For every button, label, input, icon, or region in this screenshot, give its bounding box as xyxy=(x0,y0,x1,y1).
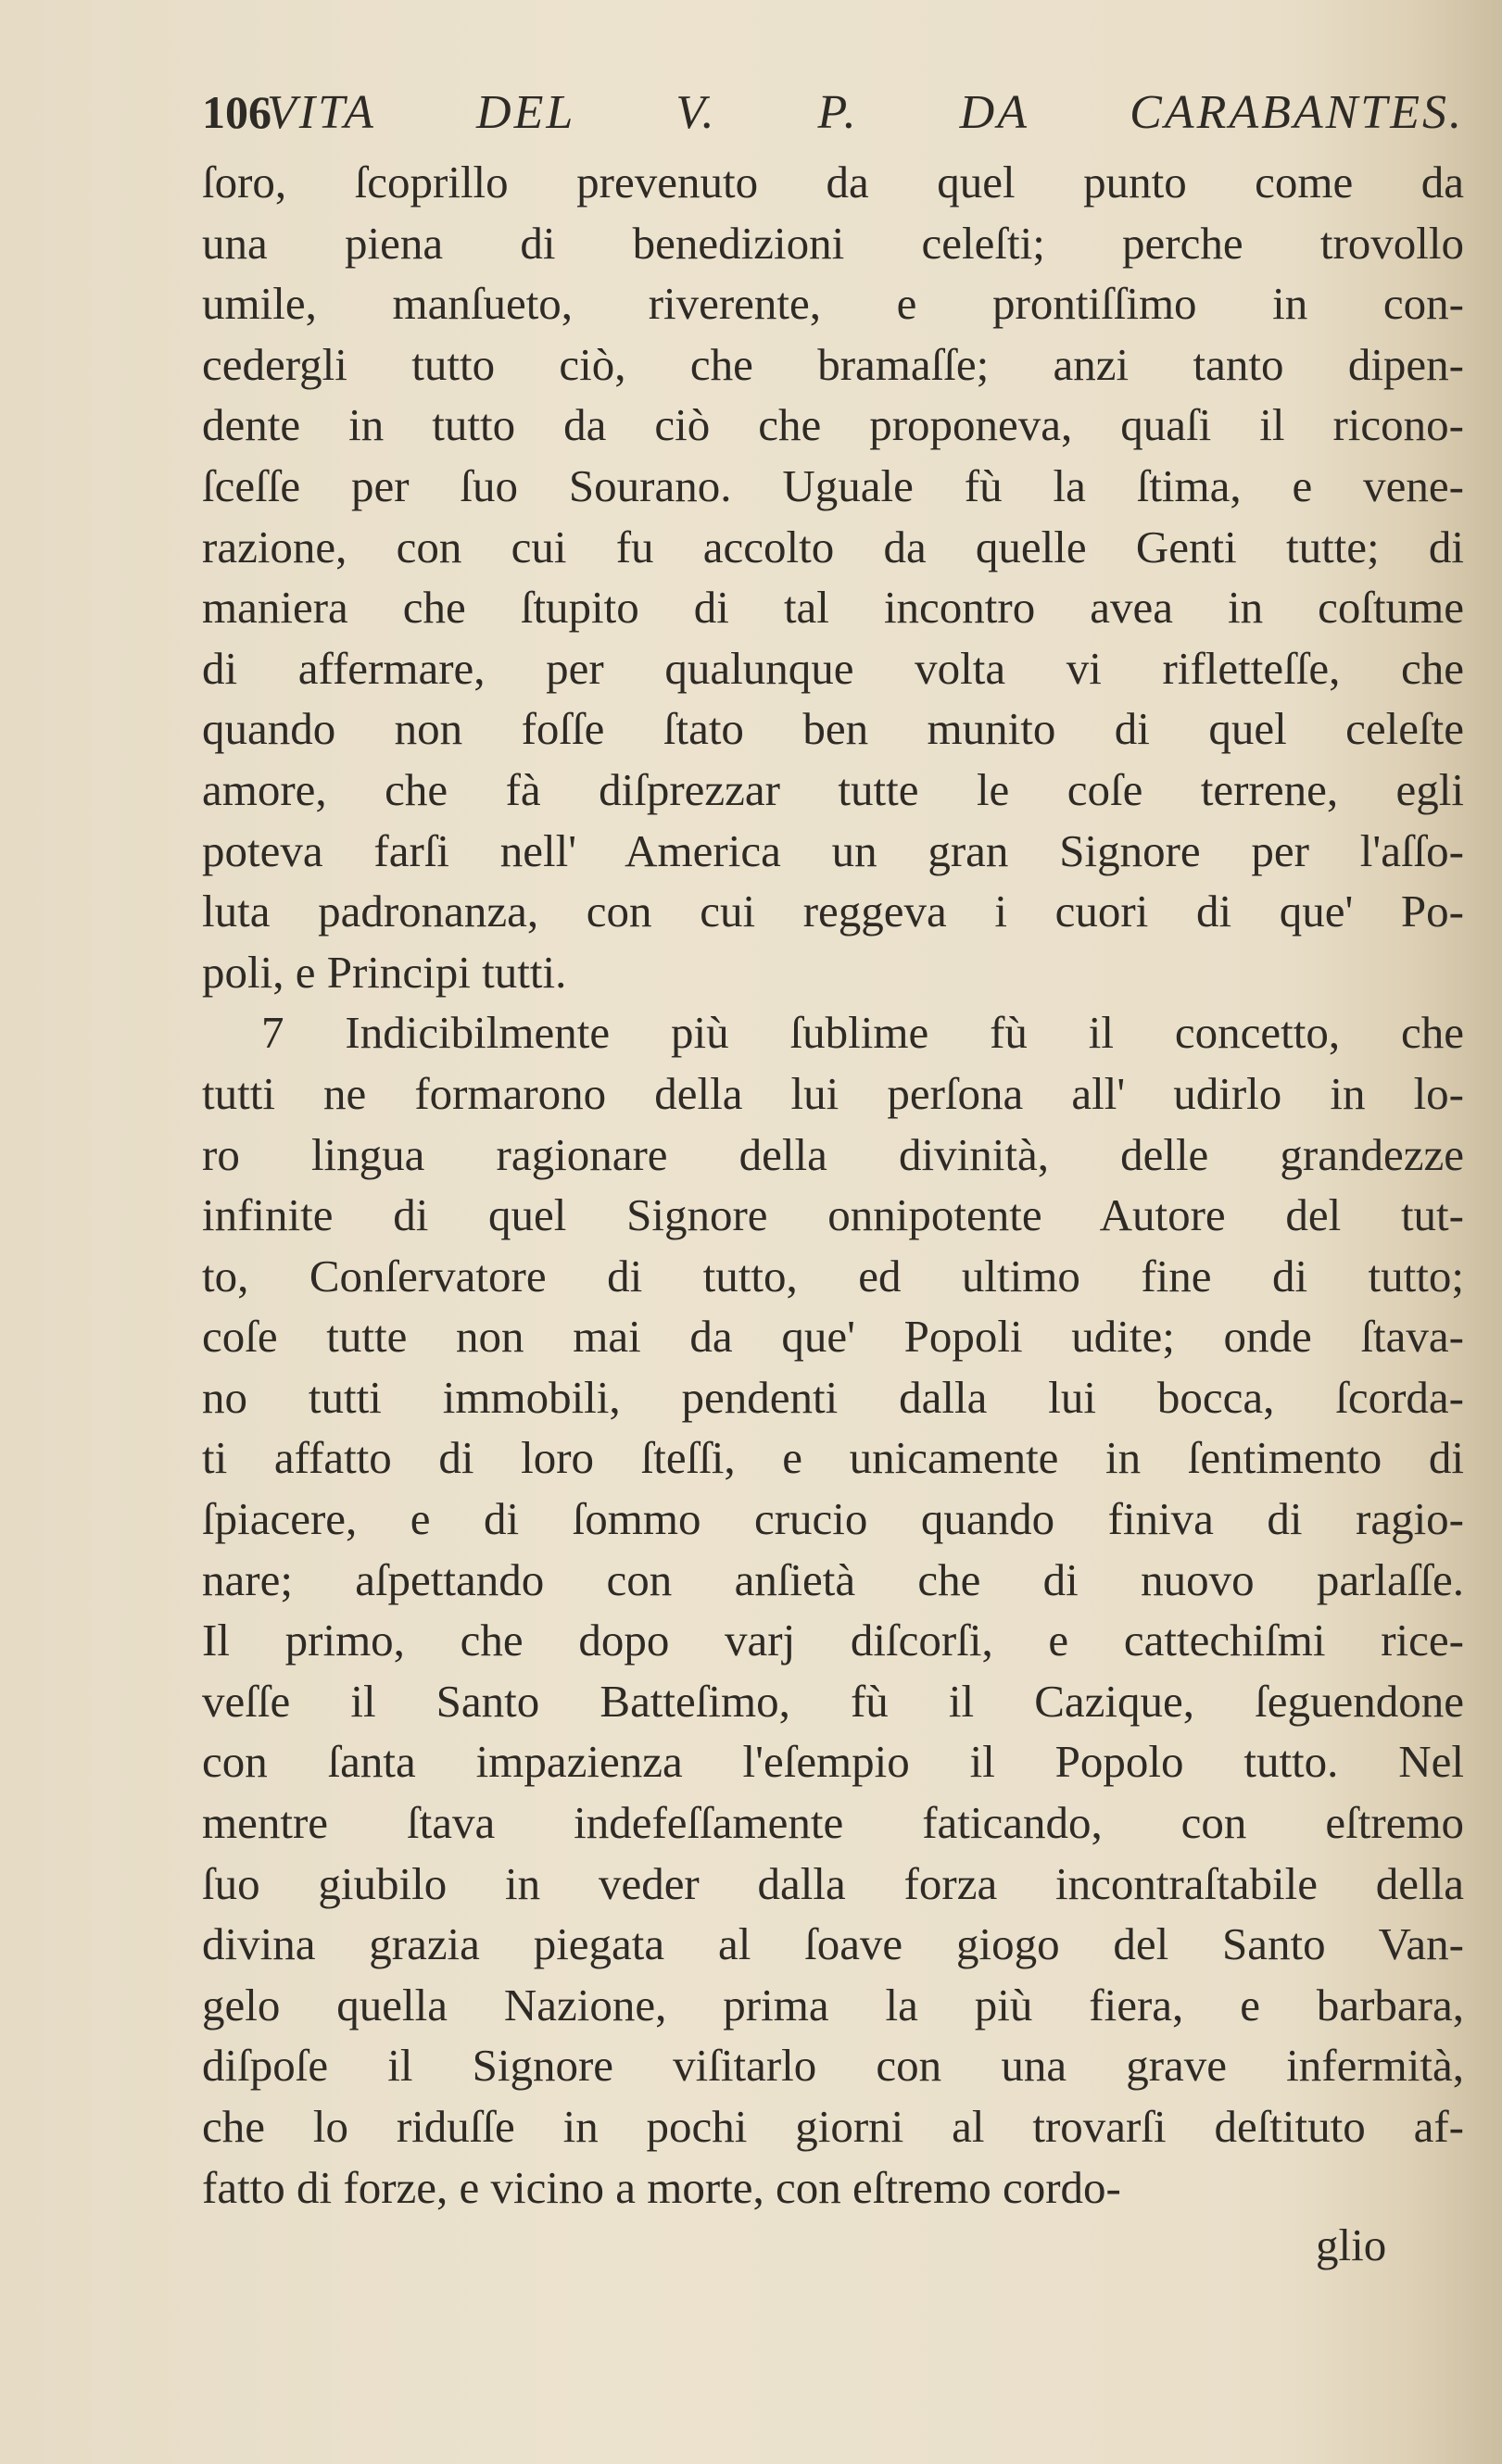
text-line: ſpiacere, e di ſommo crucio quando finiva di ragio- xyxy=(202,1493,1464,1545)
text-line: con ſanta impazienza l'eſempio il Popolo tutto. Nel xyxy=(202,1736,1464,1788)
text-line: luta padronanza, con cui reggeva i cuori di que' Po- xyxy=(202,886,1464,937)
text-line: quando non foſſe ſtato ben munito di quel celeſte xyxy=(202,703,1464,755)
text-line: veſſe il Santo Batteſimo, fù il Cazique, ſeguendone xyxy=(202,1675,1464,1727)
text-line: ſuo giubilo in veder dalla forza incontraſtabile della xyxy=(202,1857,1464,1909)
text-line: cedergli tutto ciò, che bramaſſe; anzi tanto dipen- xyxy=(202,338,1464,390)
running-title: VITA DEL V. P. DA CARABANTES. xyxy=(267,86,1464,139)
body-text xyxy=(202,152,1464,2218)
page-header xyxy=(202,85,1464,152)
text-line: amore, che fà diſprezzar tutte le coſe terrene, egli xyxy=(202,763,1464,815)
text-line: 7 Indicibilmente più ſublime fù il concetto, che xyxy=(261,1007,1464,1059)
text-line: coſe tutte non mai da que' Popoli udite; onde ſtava- xyxy=(202,1311,1464,1363)
book-page xyxy=(202,85,1464,2218)
text-line: ti affatto di loro ſteſſi, e unicamente in ſentimento di xyxy=(202,1432,1464,1484)
text-line: gelo quella Nazione, prima la più fiera, e barbara, xyxy=(202,1979,1464,2030)
text-line: umile, manſueto, riverente, e prontiſſimo in con- xyxy=(202,278,1464,330)
text-line: to, Conſervatore di tutto, ed ultimo fine di tutto; xyxy=(202,1250,1464,1301)
text-line: diſpoſe il Signore viſitarlo con una grave infermità, xyxy=(202,2040,1464,2092)
text-line: di affermare, per qualunque volta vi rifletteſſe, che xyxy=(202,642,1464,694)
text-line: che lo riduſſe in pochi giorni al trovarſi deſtituto af- xyxy=(202,2101,1464,2152)
text-line: no tutti immobili, pendenti dalla lui bocca, ſcorda- xyxy=(202,1371,1464,1423)
text-line: mentre ſtava indefeſſamente faticando, con eſtremo xyxy=(202,1797,1464,1849)
text-line: tutti ne formarono della lui perſona all' udirlo in lo- xyxy=(202,1067,1464,1119)
text-line: divina grazia piegata al ſoave giogo del Santo Van- xyxy=(202,1918,1464,1970)
page-number: 106 xyxy=(202,86,271,138)
text-line: una piena di benedizioni celeſti; perche trovollo xyxy=(202,217,1464,269)
text-line: dente in tutto da ciò che proponeva, quaſi il ricono- xyxy=(202,399,1464,451)
text-line: poteva farſi nell' America un gran Signore per l'aſſo- xyxy=(202,824,1464,876)
text-line: ſoro, ſcoprillo prevenuto da quel punto come da xyxy=(202,157,1464,207)
text-line: ro lingua ragionare della divinità, delle grandezze xyxy=(202,1128,1464,1180)
text-line: fatto di forze, e vicino a morte, con eſtremo cordo- xyxy=(202,2161,1121,2213)
text-line: poli, e Principi tutti. xyxy=(202,946,567,998)
catchword: glio xyxy=(1316,2219,1387,2270)
text-line: razione, con cui fu accolto da quelle Genti tutte; di xyxy=(202,521,1464,572)
text-line: infinite di quel Signore onnipotente Autore del tut- xyxy=(202,1189,1464,1241)
text-line: nare; aſpettando con anſietà che di nuovo parlaſſe. xyxy=(202,1553,1464,1605)
text-line: ſceſſe per ſuo Sourano. Uguale fù la ſtima, e vene- xyxy=(202,459,1464,511)
text-line: Il primo, che dopo varj diſcorſi, e cattechiſmi rice- xyxy=(202,1615,1464,1666)
text-line: maniera che ſtupito di tal incontro avea in coſtume xyxy=(202,582,1464,634)
